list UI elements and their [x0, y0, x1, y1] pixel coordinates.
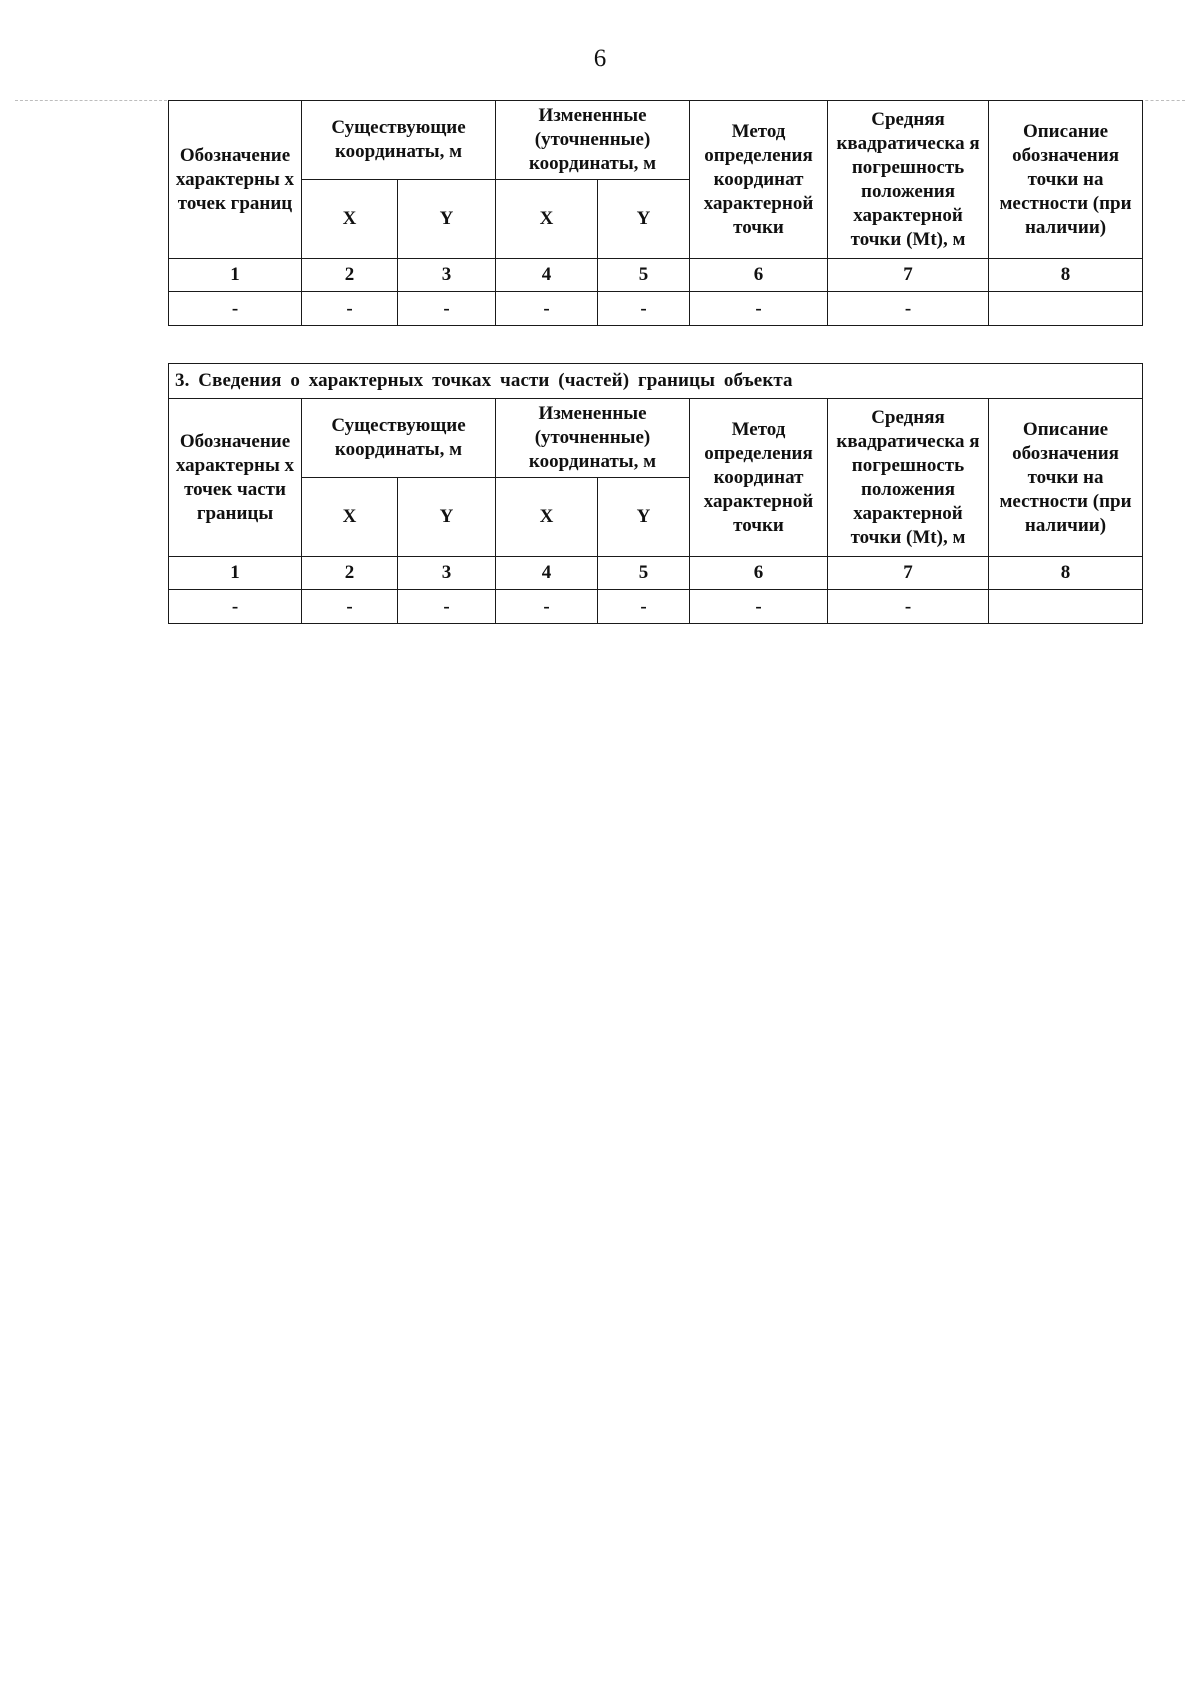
table-cell: - [302, 590, 398, 624]
table-cell: - [398, 292, 496, 326]
header-error: Средняя квадратическа я погрешность положения характерной точки (Mt), м [828, 101, 989, 259]
table-row [169, 292, 1143, 326]
header-existing-coords: Существующие координаты, м [302, 101, 496, 180]
table-cell: - [496, 292, 598, 326]
header-existing-y: Y [398, 180, 496, 259]
page-number: 6 [593, 45, 607, 72]
column-number: 6 [690, 259, 828, 292]
column-number: 5 [598, 557, 690, 590]
table-cell: - [690, 292, 828, 326]
column-number: 5 [598, 259, 690, 292]
table-cell [989, 292, 1143, 326]
column-number: 8 [989, 259, 1143, 292]
table-cell: - [828, 292, 989, 326]
column-number: 3 [398, 557, 496, 590]
header-description: Описание обозначения точки на местности (при наличии) [989, 399, 1143, 557]
header-existing-coords: Существующие координаты, м [302, 399, 496, 478]
header-designation: Обозначение характерны х точек части границы [169, 399, 302, 557]
header-method: Метод определения координат характерной точки [690, 399, 828, 557]
column-number: 7 [828, 259, 989, 292]
table-row [169, 590, 1143, 624]
column-number: 4 [496, 557, 598, 590]
column-number: 2 [302, 259, 398, 292]
boundary-points-table [168, 100, 1143, 326]
table-cell: - [598, 590, 690, 624]
column-number: 2 [302, 557, 398, 590]
table-cell [989, 590, 1143, 624]
scan-artifact-line [1140, 100, 1185, 101]
table-header-row [169, 101, 1143, 180]
header-changed-coords: Измененные (уточненные) координаты, м [496, 399, 690, 478]
header-description: Описание обозначения точки на местности (при наличии) [989, 101, 1143, 259]
header-changed-coords: Измененные (уточненные) координаты, м [496, 101, 690, 180]
column-number: 1 [169, 259, 302, 292]
section-title-row [169, 364, 1143, 399]
table-cell: - [398, 590, 496, 624]
column-number: 8 [989, 557, 1143, 590]
header-changed-x: X [496, 180, 598, 259]
header-error: Средняя квадратическа я погрешность положения характерной точки (Mt), м [828, 399, 989, 557]
header-changed-y: Y [598, 478, 690, 557]
section-title: 3. Сведения о характерных точках части (частей) границы объекта [169, 364, 1143, 399]
header-existing-y: Y [398, 478, 496, 557]
header-existing-x: X [302, 180, 398, 259]
column-number: 7 [828, 557, 989, 590]
table-cell: - [690, 590, 828, 624]
table-cell: - [828, 590, 989, 624]
header-changed-y: Y [598, 180, 690, 259]
column-number: 1 [169, 557, 302, 590]
scan-artifact-line [15, 100, 167, 101]
column-number: 6 [690, 557, 828, 590]
column-number-row [169, 557, 1143, 590]
column-number: 4 [496, 259, 598, 292]
table-cell: - [169, 292, 302, 326]
header-existing-x: X [302, 478, 398, 557]
column-number-row [169, 259, 1143, 292]
header-method: Метод определения координат характерной точки [690, 101, 828, 259]
part-boundary-points-table [168, 363, 1143, 624]
table-cell: - [496, 590, 598, 624]
table-cell: - [302, 292, 398, 326]
header-changed-x: X [496, 478, 598, 557]
column-number: 3 [398, 259, 496, 292]
table-cell: - [169, 590, 302, 624]
table-cell: - [598, 292, 690, 326]
table-header-row [169, 399, 1143, 478]
header-designation: Обозначение характерны х точек границ [169, 101, 302, 259]
